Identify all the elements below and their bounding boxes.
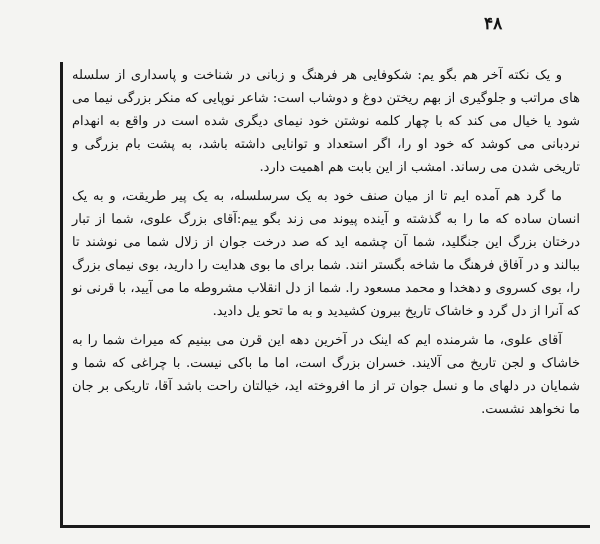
paragraph-3: آقای علوی، ما شرمنده ایم که اینک در آخرین دهه این قرن می بینیم که میراث شما را به خاشاک و لجن تاریخ می آلایند. خسران بزرگ است، اما ما باکی نیست. با چراغی که شما و شمایان در دلهای ما و نسل جوان تر از ما افروخته اید، خیالتان راحت باشد آقا، تاریکی بر جان ما نخواهد نشست.: [72, 333, 580, 417]
paragraph-1: و یک نکته آخر هم بگو یم: شکوفایی هر فرهنگ و زبانی در شناخت و پاسداری از سلسله های مراتب و جلوگیری از بهم ریختن دوغ و دوشاب است: شاعر نوپایی که منکر بزرگی نیما می شود یا خیال می کند که با چهار کلمه نوشتن خود نیمای دیگری شده است در واقع به انهدام نردبانی می کوشد که خود او را، اگر استعداد و توانایی داشته باشد، به پشت بام بزرگی و تاریخی شدن می رساند. امشب از این بابت هم اهمیت دارد.: [72, 68, 580, 175]
body-text: [72, 64, 580, 421]
page-number: ۴۸: [484, 14, 503, 34]
paragraph-2: ما گرد هم آمده ایم تا از میان صنف خود به یک سرسلسله، به یک پیر طریقت، و به یک انسان ساده که ما را به گذشته و آینده پیوند می زند بگو ییم:آقای بزرگ علوی، شما از تبار درختان بزرگ این جنگلید، شما آن چشمه اید که صد درخت جوان از زلال شما می نوشند تا ببالند و در آفاق فرهنگ ما شاخه بگستر انند. شما برای ما بوی هدایت را دارید، بوی نیمای بزرگ را، بوی کسروی و دهخدا و محمد مسعود را. شما از دل انقلاب مشروطه ما می آیید، با قرنی نو که آنرا از دل گرد و خاشاک تاریخ بیرون کشیدید و به ما تحو یل دادید.: [72, 189, 580, 319]
